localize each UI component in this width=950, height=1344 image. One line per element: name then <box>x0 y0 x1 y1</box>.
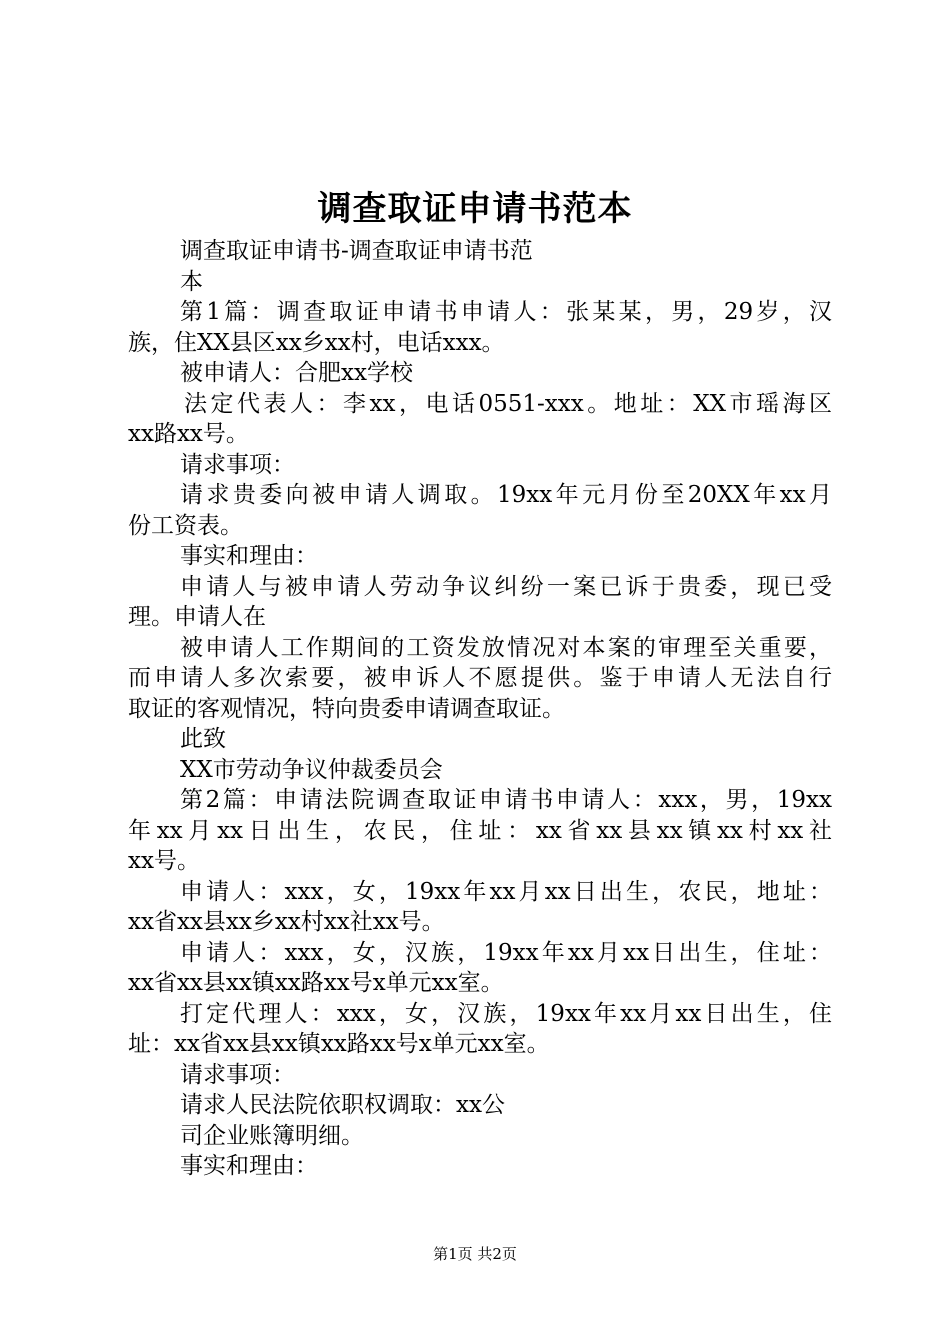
body-line: 被申请人：合肥xx学校 <box>180 360 413 386</box>
body-line: 请求事项： <box>180 451 295 478</box>
body-line: 请求贵委向被申请人调取。19xx年元月份至20XX年xx月 <box>180 482 832 508</box>
body-line: 司企业账簿明细。 <box>180 1122 364 1149</box>
document-title: 调查取证申请书范本 <box>317 189 633 229</box>
body-line: 年xx月xx日出生，农民，住址：xx省xx县xx镇xx村xx社 <box>128 817 832 844</box>
body-line: 被申请人工作期间的工资发放情况对本案的审理至关重要， <box>180 634 832 661</box>
body-line: 址：xx省xx县xx镇xx路xx号x单元xx室。 <box>128 1031 550 1057</box>
body-line: 第1篇：调查取证申请书申请人：张某某，男，29岁，汉 <box>180 299 832 325</box>
body-line: 事实和理由： <box>180 1153 318 1179</box>
body-line: 事实和理由： <box>180 543 318 569</box>
body-line: 申请人：xxx，女，19xx年xx月xx日出生，农民，地址： <box>180 878 832 905</box>
body-line: 此致 <box>180 726 226 752</box>
body-line: 理。申请人在 <box>128 604 266 630</box>
body-line: 申请人：xxx，女，汉族，19xx年xx月xx日出生，住址： <box>180 939 832 966</box>
body-line: 请求人民法院依职权调取：xx公 <box>180 1092 505 1118</box>
body-line: 而申请人多次索要，被申诉人不愿提供。鉴于申请人无法自行 <box>128 665 832 691</box>
body-line: xx省xx县xx镇xx路xx号x单元xx室。 <box>128 970 504 996</box>
body-line: 申请人与被申请人劳动争议纠纷一案已诉于贵委，现已受 <box>180 573 832 600</box>
body-line: XX市劳动争议仲裁委员会 <box>180 756 443 783</box>
body-line: 打定代理人：xxx，女，汉族，19xx年xx月xx日出生，住 <box>180 1000 832 1027</box>
body-line: 调查取证申请书-调查取证申请书范 <box>180 238 533 264</box>
document-body <box>128 236 832 1182</box>
body-line: 份工资表。 <box>128 512 243 539</box>
body-line: 族，住XX县区xx乡xx村，电话xxx。 <box>128 329 505 356</box>
body-line: xx路xx号。 <box>128 421 249 447</box>
body-line: 请求事项： <box>180 1061 295 1088</box>
body-line: 法定代表人：李xx，电话0551-xxx。地址：XX市瑶海区 <box>184 390 832 417</box>
body-line: xx省xx县xx乡xx村xx社xx号。 <box>128 909 445 935</box>
page-footer: 第1页 共2页 <box>433 1245 517 1263</box>
body-line: 本 <box>180 268 203 295</box>
body-line: 取证的客观情况，特向贵委申请调查取证。 <box>128 695 565 722</box>
body-line: xx号。 <box>128 848 200 874</box>
body-line: 第2篇：申请法院调查取证申请书申请人：xxx，男，19xx <box>180 787 832 813</box>
